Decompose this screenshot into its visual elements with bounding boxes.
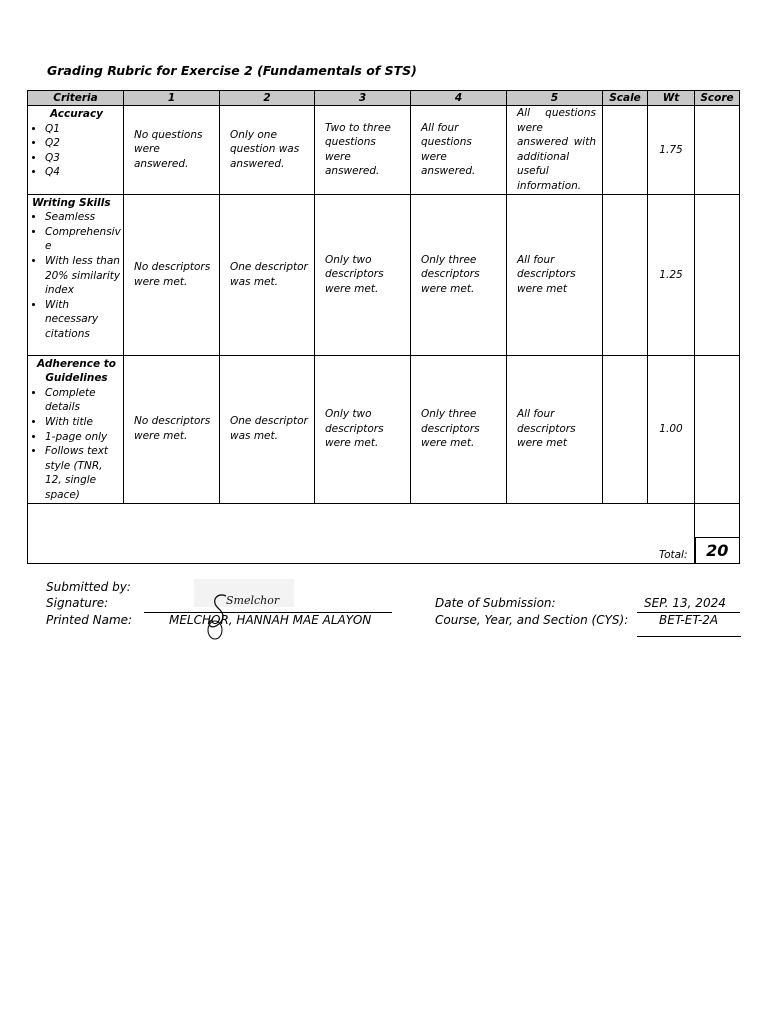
header-scale: Scale: [603, 91, 648, 106]
criterion-cell: [28, 355, 124, 503]
cys-line: [637, 636, 741, 637]
rubric-row-accuracy: [28, 106, 740, 195]
level-5-descriptor: All questions were answered with additional useful information.: [507, 106, 603, 195]
header-level-3: 3: [315, 91, 411, 106]
cys-label: Course, Year, and Section (CYS):: [435, 613, 629, 627]
criterion-cell: [28, 106, 124, 195]
rubric-row-adherence: [28, 355, 740, 503]
scale-cell: [603, 355, 648, 503]
score-cell: [695, 106, 740, 195]
criterion-item: • Complete details: [45, 386, 121, 415]
criterion-item: • Q1: [45, 122, 121, 137]
total-label: Total:: [28, 503, 695, 563]
header-level-4: 4: [411, 91, 507, 106]
signature-text: Smelchor: [226, 594, 280, 607]
rubric-table: [27, 90, 740, 564]
date-label: Date of Submission:: [435, 596, 556, 610]
scale-cell: [603, 106, 648, 195]
criterion-items: [32, 210, 121, 341]
scale-cell: [603, 194, 648, 355]
total-row-top: [28, 503, 740, 537]
criterion-item: • With necessary citations: [45, 298, 121, 342]
header-level-1: 1: [124, 91, 220, 106]
criterion-items: [32, 122, 121, 180]
level-1-descriptor: No questions were answered.: [124, 106, 220, 195]
header-criteria: Criteria: [28, 91, 124, 106]
weight-cell: 1.25: [648, 194, 695, 355]
level-2-descriptor: Only one question was answered.: [220, 106, 315, 195]
criterion-title: Adherence to Guidelines: [37, 357, 116, 385]
date-value: SEP. 13, 2024: [644, 596, 726, 610]
signature-label: Signature:: [46, 596, 109, 610]
criterion-cell: [28, 194, 124, 355]
header-level-5: 5: [507, 91, 603, 106]
level-1-descriptor: No descriptors were met.: [124, 355, 220, 503]
level-3-descriptor: Two to three questions were answered.: [315, 106, 411, 195]
level-3-descriptor: Only two descriptors were met.: [315, 194, 411, 355]
level-2-descriptor: One descriptor was met.: [220, 355, 315, 503]
header-wt: Wt: [648, 91, 695, 106]
printed-name-label: Printed Name:: [46, 613, 133, 627]
score-cell: [695, 194, 740, 355]
criterion-title: Writing Skills: [32, 196, 111, 209]
document-title: Grading Rubric for Exercise 2 (Fundamentals of STS): [47, 63, 417, 78]
total-score-value: 20: [695, 537, 740, 563]
level-3-descriptor: Only two descriptors were met.: [315, 355, 411, 503]
criterion-item: • Q3: [45, 151, 121, 166]
criterion-item: • Follows text style (TNR, 12, single space): [45, 444, 121, 502]
level-4-descriptor: All four questions were answered.: [411, 106, 507, 195]
criterion-item: • With title: [45, 415, 121, 430]
level-2-descriptor: One descriptor was met.: [220, 194, 315, 355]
header-row: [28, 91, 740, 106]
level-5-descriptor: All four descriptors were met: [507, 194, 603, 355]
criterion-items: [32, 386, 121, 503]
level-4-descriptor: Only three descriptors were met.: [411, 355, 507, 503]
criterion-item: • Q2: [45, 136, 121, 151]
submitted-by-label: Submitted by:: [46, 580, 131, 594]
weight-cell: 1.00: [648, 355, 695, 503]
criterion-item: • 1-page only: [45, 430, 121, 445]
criterion-item: • Comprehensive: [45, 225, 121, 254]
rubric-row-writing-skills: [28, 194, 740, 355]
header-level-2: 2: [220, 91, 315, 106]
level-4-descriptor: Only three descriptors were met.: [411, 194, 507, 355]
header-score: Score: [695, 91, 740, 106]
total-spacer-cell: [695, 503, 740, 537]
criterion-item: • Q4: [45, 165, 121, 180]
criterion-item: • Seamless: [45, 210, 121, 225]
weight-cell: 1.75: [648, 106, 695, 195]
criterion-title: Accuracy: [49, 108, 104, 120]
cys-value: BET-ET-2A: [659, 613, 719, 627]
level-1-descriptor: No descriptors were met.: [124, 194, 220, 355]
score-cell: [695, 355, 740, 503]
printed-name-value: MELCHOR, HANNAH MAE ALAYON: [169, 613, 372, 627]
criterion-item: • With less than 20% similarity index: [45, 254, 121, 298]
level-5-descriptor: All four descriptors were met: [507, 355, 603, 503]
